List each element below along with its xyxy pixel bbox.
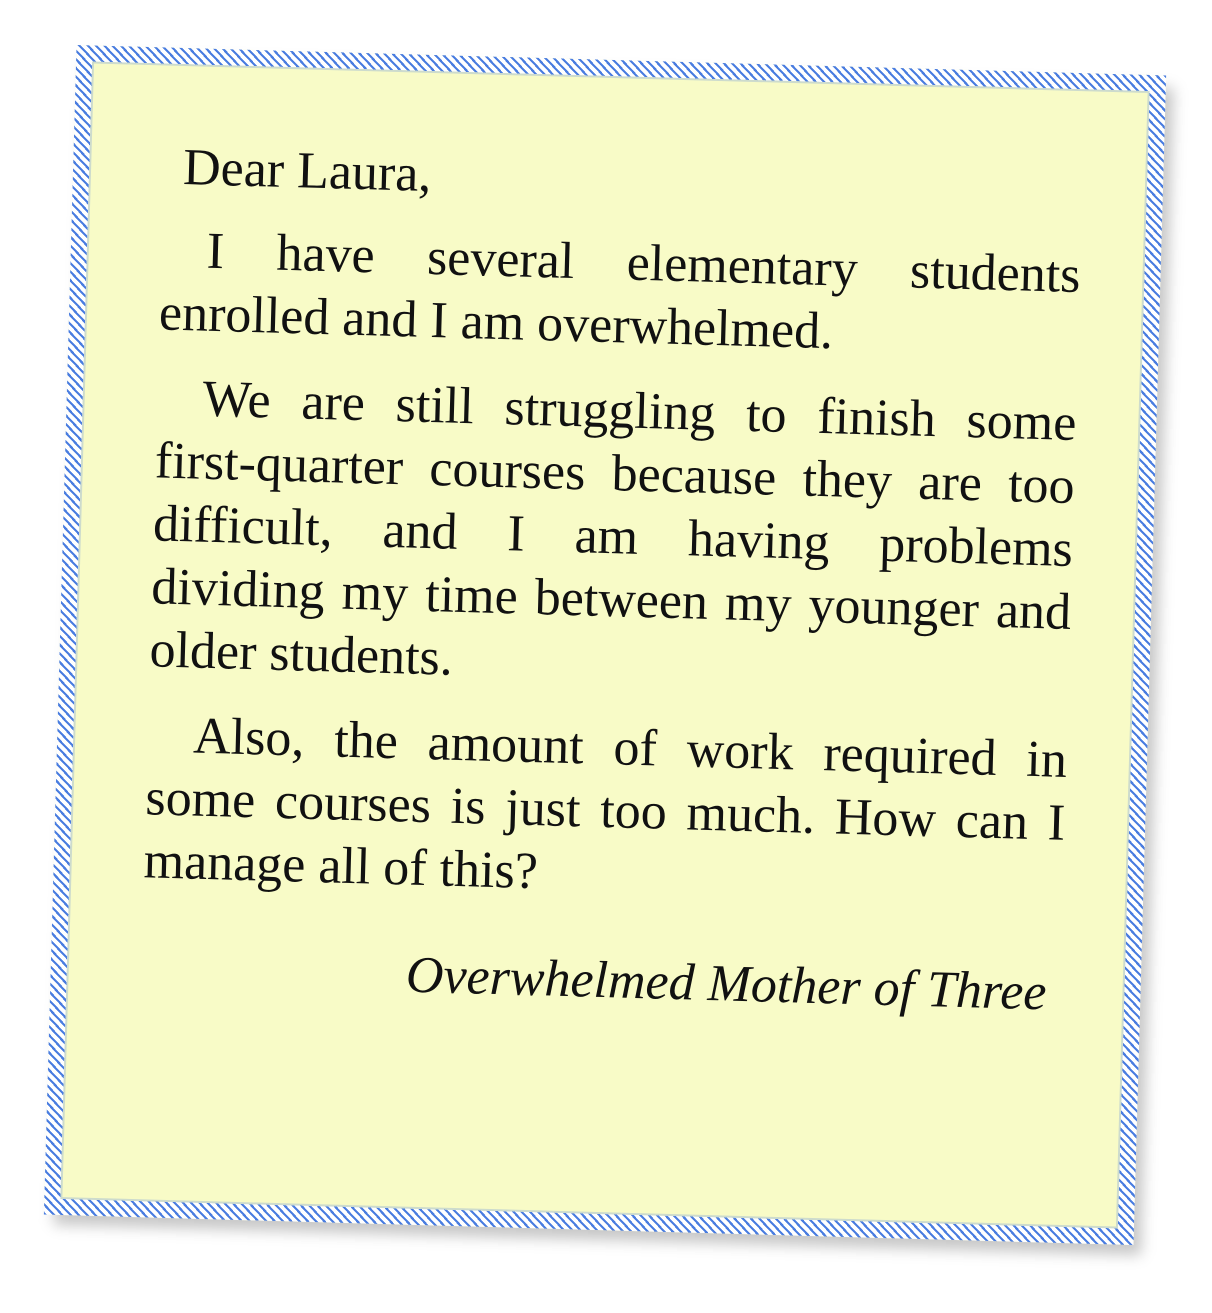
letter-body [140, 135, 1084, 1024]
note-paper [44, 45, 1166, 1245]
letter-paragraph-3: Also, the amount of work required in some courses is just too much. How can I manage all of this? [143, 707, 1068, 901]
letter-greeting: Dear Laura, [182, 139, 433, 203]
letter-signature: Overwhelmed Mother of Three [405, 946, 1048, 1022]
letter-paragraph-1: I have several elementary students enrolled and I am overwhelmed. [158, 222, 1082, 361]
note-card [44, 45, 1166, 1245]
letter-paragraph-2: We are still struggling to finish some first-quarter courses because they are too difficult, and I am having problems dividing my time between my younger and older students. [148, 370, 1078, 687]
